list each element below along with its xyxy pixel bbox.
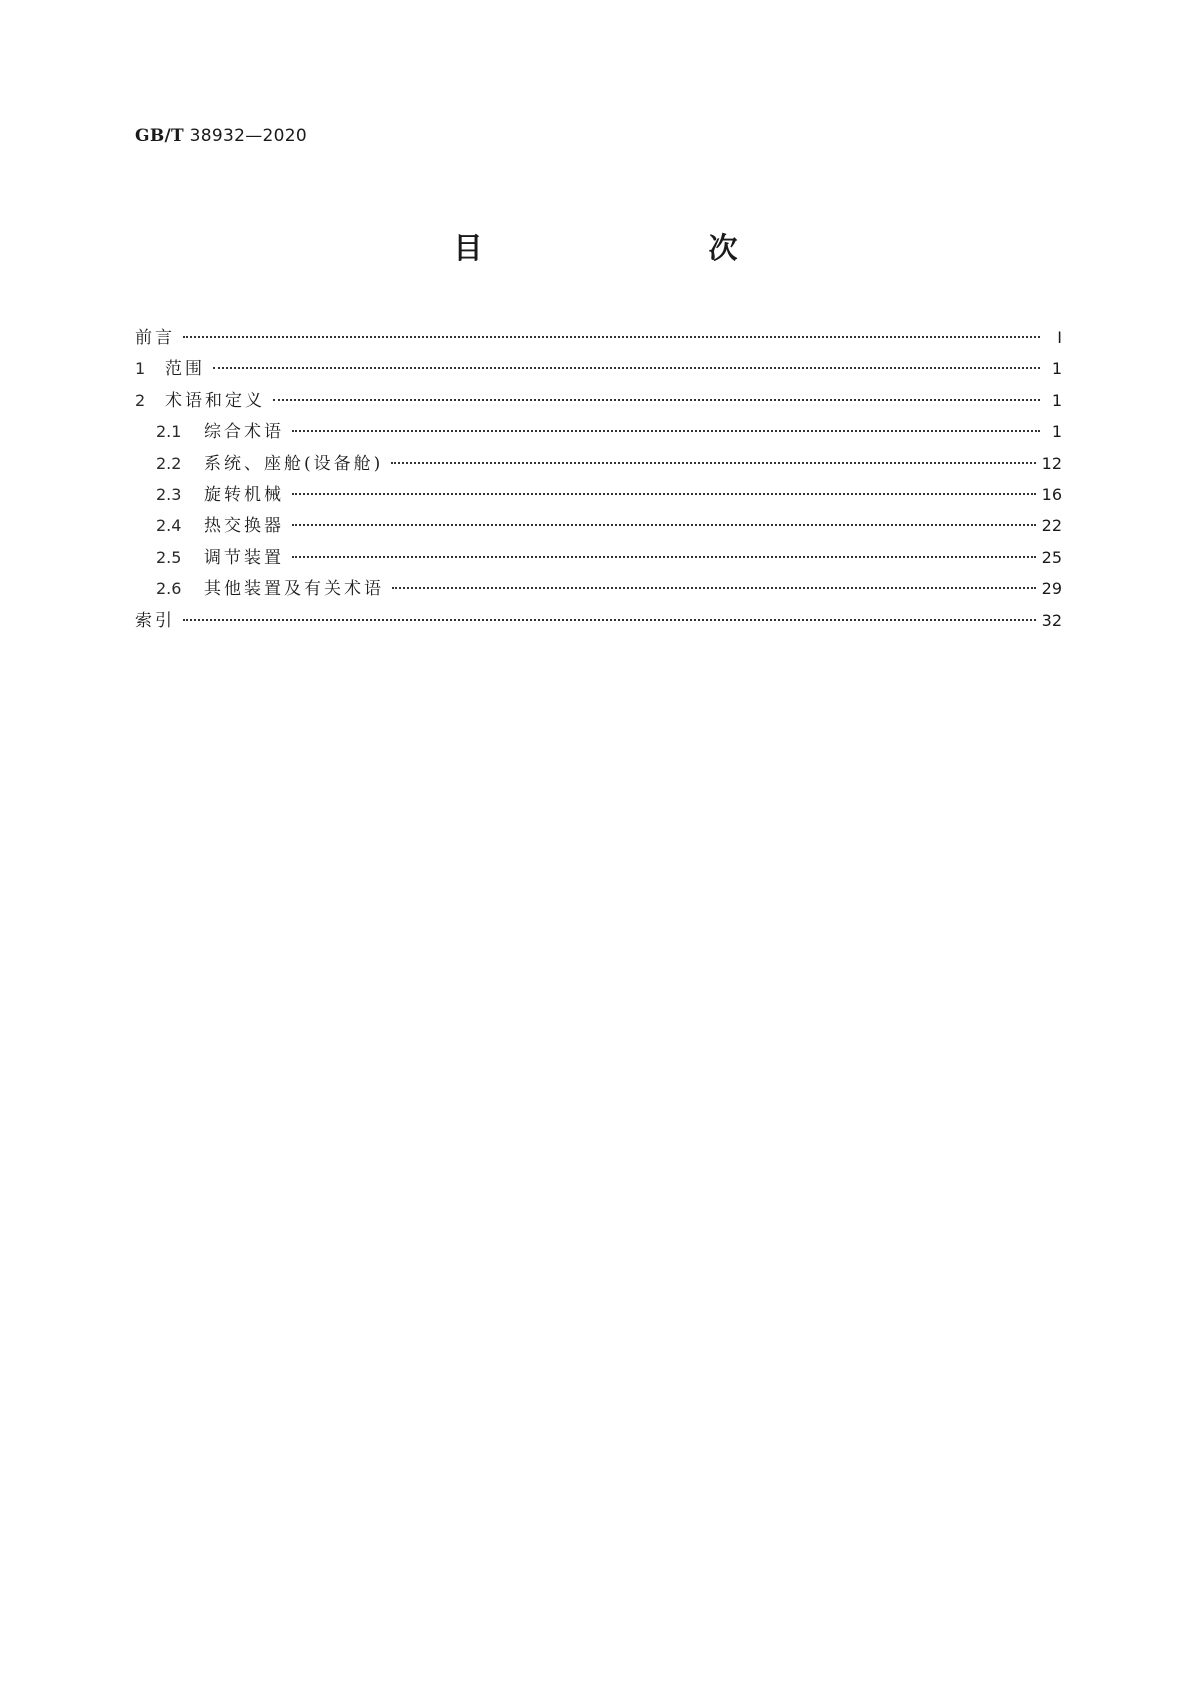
dot-leader [392,587,1036,589]
table-of-contents [135,322,1062,636]
toc-entry-2-3[interactable] [135,479,1062,510]
toc-entry-number: 2.5 [156,547,182,567]
toc-entry-2-2[interactable] [135,448,1062,479]
toc-entry-number: 2.1 [156,422,182,442]
dot-leader [273,399,1040,401]
toc-entry-scope[interactable] [135,353,1062,384]
toc-entry-2-6[interactable] [135,573,1062,604]
standard-prefix: GB/T [135,126,184,146]
toc-entry-page: 12 [1041,453,1062,473]
toc-entry-2-1[interactable] [135,416,1062,447]
page-title: 目 次 [453,231,794,265]
toc-entry-page: 16 [1041,484,1062,504]
toc-entry-text: 旋转机械 [204,484,284,505]
toc-entry-2-4[interactable] [135,510,1062,541]
toc-entry-number: 2.4 [156,516,182,536]
toc-entry-number: 2.3 [156,484,182,504]
toc-entry-index[interactable] [135,605,1062,636]
standard-code [135,126,307,146]
toc-entry-page: 1 [1051,422,1062,442]
toc-entry-text: 热交换器 [204,516,284,537]
toc-entry-page: 29 [1041,579,1062,599]
toc-entry-terms[interactable] [135,385,1062,416]
toc-entry-page: 25 [1041,547,1062,567]
toc-entry-number: 2.2 [156,453,182,473]
toc-entry-text: 前言 [135,328,175,348]
toc-entry-text: 其他装置及有关术语 [204,579,384,600]
toc-entry-text: 范围 [165,359,205,380]
toc-entry-page: 1 [1051,359,1062,379]
dot-leader [183,619,1036,621]
dot-leader [292,430,1040,432]
toc-entry-text: 术语和定义 [165,390,265,411]
toc-entry-foreword[interactable] [135,322,1062,353]
dot-leader [391,462,1035,464]
dot-leader [213,367,1040,369]
dot-leader [183,336,1040,338]
toc-entry-text: 系统、座舱(设备舱) [204,453,384,474]
toc-entry-page: 22 [1041,516,1062,536]
toc-entry-page: Ⅰ [1057,328,1062,347]
standard-number: 38932—2020 [189,126,308,146]
toc-entry-text: 索引 [135,610,175,631]
toc-entry-number: 2 [135,390,146,410]
dot-leader [292,556,1036,558]
dot-leader [292,493,1036,495]
toc-entry-number: 1 [135,359,146,379]
toc-entry-page: 32 [1041,610,1062,630]
toc-entry-text: 调节装置 [204,547,284,568]
toc-entry-text: 综合术语 [204,422,284,443]
dot-leader [292,524,1036,526]
toc-entry-2-5[interactable] [135,542,1062,573]
toc-entry-number: 2.6 [156,579,182,599]
toc-entry-page: 1 [1051,390,1062,410]
